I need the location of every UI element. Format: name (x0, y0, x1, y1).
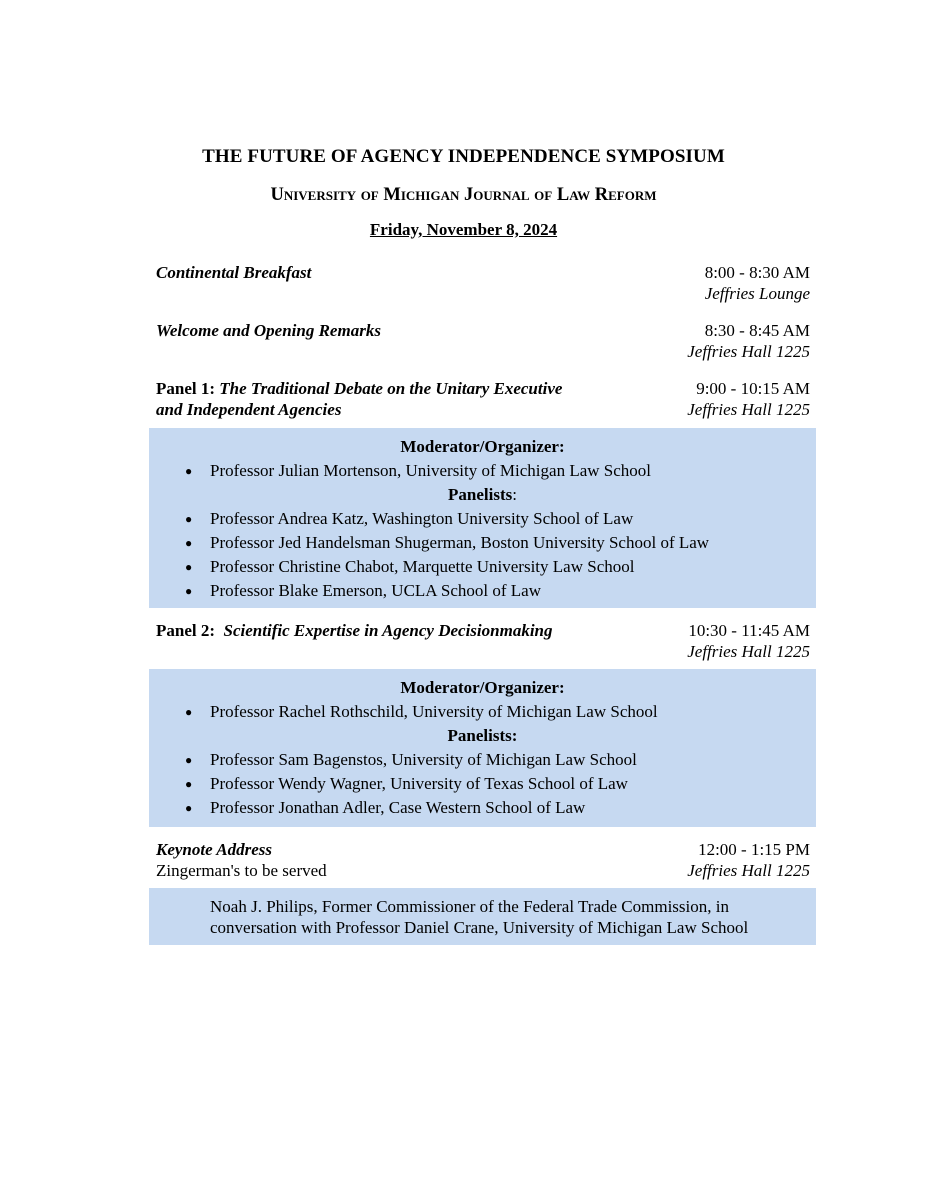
welcome-location: Jeffries Hall 1225 (687, 342, 810, 361)
keynote-heading (156, 839, 636, 881)
panel1-panelists-list (149, 507, 816, 603)
panel2-panelists-label: Panelists: (447, 726, 518, 745)
panel1-prefix: Panel 1: (156, 379, 216, 398)
bullet-icon: ● (185, 801, 193, 815)
welcome-time-location (687, 320, 810, 362)
welcome-title: Welcome and Opening Remarks (156, 321, 381, 340)
panel2-prefix: Panel 2: (156, 621, 216, 640)
panel2-moderator-label: Moderator/Organizer: (400, 678, 565, 697)
panel1-title-line2: and Independent Agencies (156, 400, 342, 419)
panel2-title: Scientific Expertise in Agency Decisionmaking (223, 621, 553, 640)
panel2-time: 10:30 - 11:45 AM (688, 621, 810, 640)
list-item: ● Professor Julian Mortenson, University of Michigan Law School (149, 459, 816, 483)
list-item: ● Professor Sam Bagenstos, University of Michigan Law School (149, 748, 816, 772)
bullet-icon: ● (185, 705, 193, 719)
breakfast-time: 8:00 - 8:30 AM (704, 263, 810, 282)
panel1-time: 9:00 - 10:15 AM (696, 379, 810, 398)
panel2-panelists-list (149, 748, 816, 820)
breakfast-location: Jeffries Lounge (704, 284, 810, 303)
keynote-location: Jeffries Hall 1225 (687, 861, 810, 880)
panel2-heading (156, 620, 636, 641)
bullet-icon: ● (185, 536, 193, 550)
list-item: ● Professor Jonathan Adler, Case Western School of Law (149, 796, 816, 820)
keynote-title: Keynote Address (156, 840, 273, 859)
schedule-item-panel1 (156, 378, 810, 420)
keynote-note: Zingerman's to be served (156, 861, 327, 880)
list-item: ● Professor Blake Emerson, UCLA School of Law (149, 579, 816, 603)
breakfast-title: Continental Breakfast (156, 263, 312, 282)
bullet-icon: ● (185, 777, 193, 791)
panel2-participants-box (149, 669, 816, 827)
list-item: ● Professor Wendy Wagner, University of Texas School of Law (149, 772, 816, 796)
panel2-location: Jeffries Hall 1225 (687, 642, 810, 661)
list-item: ● Professor Andrea Katz, Washington University School of Law (149, 507, 816, 531)
schedule-item-panel2 (156, 620, 810, 662)
welcome-time: 8:30 - 8:45 AM (704, 321, 810, 340)
bullet-icon: ● (185, 464, 193, 478)
event-date: Friday, November 8, 2024 (369, 220, 558, 239)
list-item: ● Professor Rachel Rothschild, University of Michigan Law School (149, 700, 816, 724)
keynote-description-box (149, 888, 816, 945)
list-item: ● Professor Jed Handelsman Shugerman, Boston University School of Law (149, 531, 816, 555)
panel2-time-location (687, 620, 810, 662)
panel1-participants-box (149, 428, 816, 608)
bullet-icon: ● (185, 753, 193, 767)
schedule-item-keynote (156, 839, 810, 881)
bullet-icon: ● (185, 512, 193, 526)
keynote-time-location (687, 839, 810, 881)
bullet-icon: ● (185, 560, 193, 574)
keynote-time: 12:00 - 1:15 PM (698, 840, 810, 859)
panel1-heading (156, 378, 636, 420)
panel1-title-line1: The Traditional Debate on the Unitary Executive (219, 379, 563, 398)
panel2-moderator-list (149, 700, 816, 724)
keynote-description: Noah J. Philips, Former Commissioner of the Federal Trade Commission, in conversation with Professor Daniel Crane, University of Michigan Law School (210, 897, 749, 937)
breakfast-time-location (705, 262, 810, 304)
document-title: THE FUTURE OF AGENCY INDEPENDENCE SYMPOSIUM (202, 146, 725, 167)
panel1-time-location (687, 378, 810, 420)
panel1-panelists-label: Panelists: (448, 485, 517, 504)
schedule-item-breakfast (156, 262, 810, 304)
schedule-item-welcome (156, 320, 810, 362)
list-item: ● Professor Christine Chabot, Marquette University Law School (149, 555, 816, 579)
bullet-icon: ● (185, 584, 193, 598)
panel1-moderator-label: Moderator/Organizer: (400, 437, 565, 456)
panel1-location: Jeffries Hall 1225 (687, 400, 810, 419)
document-subtitle: University of Michigan Journal of Law Reform (270, 185, 657, 205)
panel1-moderator-list (149, 459, 816, 483)
